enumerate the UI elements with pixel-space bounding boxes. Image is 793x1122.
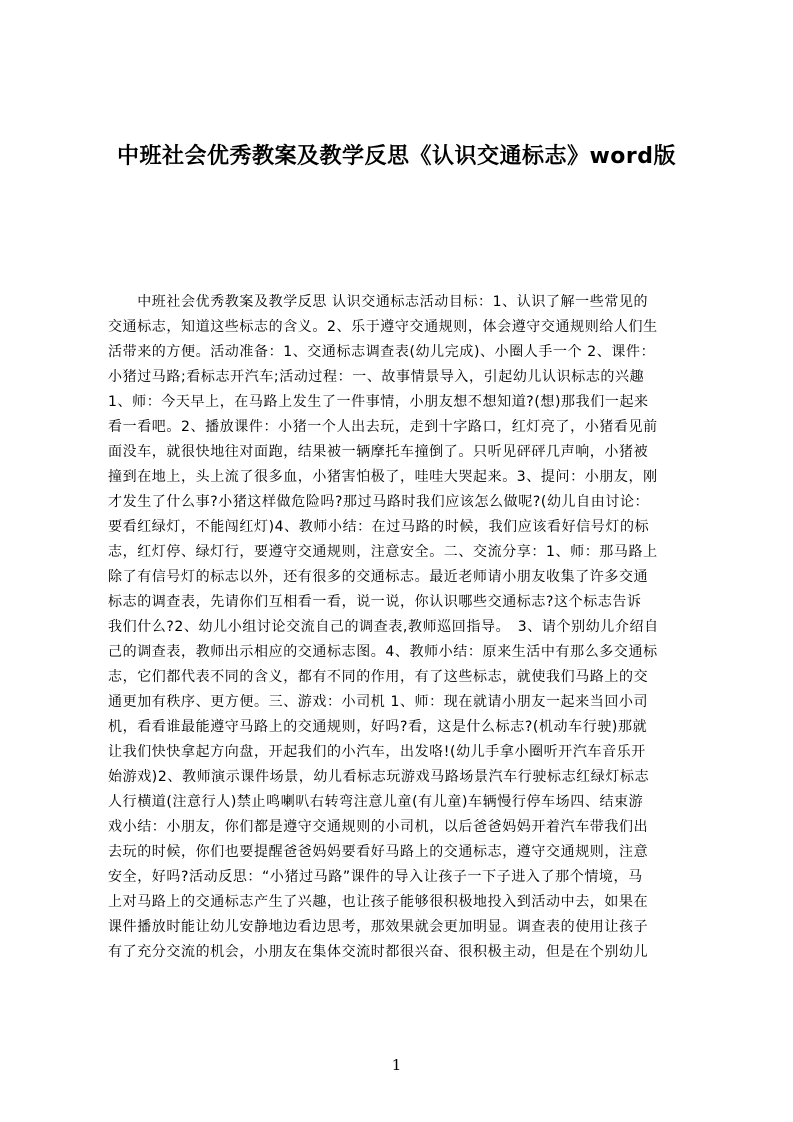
body-text-line: 人行横道(注意行人)禁止鸣喇叭右转弯注意儿童(有儿童)车辆慢行停车场四、结束游 <box>108 794 644 810</box>
body-text-line: 撞到在地上，头上流了很多血，小猪害怕极了，哇哇大哭起来。3、提问：小朋友，刚 <box>108 469 658 485</box>
document-body <box>108 290 698 965</box>
body-text-line: 上对马路上的交通标志产生了兴趣，也让孩子能够很积极地投入到活动中去，如果在 <box>108 894 649 910</box>
body-text-line: 小猪过马路;看标志开汽车;活动过程：一、故事情景导入，引起幼儿认识标志的兴趣 <box>108 369 645 385</box>
body-text-line: 戏小结：小朋友，你们都是遵守交通规则的小司机，以后爸爸妈妈开着汽车带我们出 <box>108 819 649 835</box>
body-text-line: 去玩的时候，你们也要提醒爸爸妈妈要看好马路上的交通标志，遵守交通规则，注意 <box>108 844 649 860</box>
body-text-line: 己的调查表，教师出示相应的交通标志图。4、教师小结：原来生活中有那么多交通标 <box>108 644 658 660</box>
body-text-line: 1、师：今天早上，在马路上发生了一件事情，小朋友想不想知道?(想)那我们一起来 <box>108 394 649 410</box>
body-text-line: 让我们快快拿起方向盘，开起我们的小汽车，出发咯!(幼儿手拿小圈听开汽车音乐开 <box>108 744 646 760</box>
body-text-line: 有了充分交流的机会，小朋友在集体交流时都很兴奋、很积极主动，但是在个别幼儿 <box>108 944 649 960</box>
body-text-line: 除了有信号灯的标志以外，还有很多的交通标志。最近老师请小朋友收集了许多交通 <box>108 569 649 585</box>
body-text-line: 交通标志，知道这些标志的含义。2、乐于遵守交通规则，体会遵守交通规则给人们生 <box>108 319 658 335</box>
body-text-line: 我们什么?2、幼儿小组讨论交流自己的调查表,教师巡回指导。 3、请个别幼儿介绍自 <box>108 619 659 635</box>
body-text-line: 机，看看谁最能遵守马路上的交通规则，好吗?看，这是什么标志?(机动车行驶)那就 <box>108 719 648 735</box>
body-text-line: 标志的调查表，先请你们互相看一看，说一说，你认识哪些交通标志?这个标志告诉 <box>108 594 642 610</box>
body-text-line: 课件播放时能让幼儿安静地边看边思考，那效果就会更加明显。调查表的使用让孩子 <box>108 919 649 935</box>
body-text-line: 才发生了什么事?小猪这样做危险吗?那过马路时我们应该怎么做呢?(幼儿自由讨论： <box>108 494 650 510</box>
body-text-line: 志，它们都代表不同的含义，都有不同的作用，有了这些标志，就使我们马路上的交 <box>108 669 649 685</box>
body-text-line: 志，红灯停、绿灯行，要遵守交通规则，注意安全。二、交流分享：1、师：那马路上 <box>108 544 658 560</box>
body-text-line: 通更加有秩序、更方便。三、游戏：小司机 1、师：现在就请小朋友一起来当回小司 <box>108 694 649 710</box>
body-text-line: 要看红绿灯，不能闯红灯)4、教师小结：在过马路的时候，我们应该看好信号灯的标 <box>108 519 650 535</box>
body-text-line: 看一看吧。2、播放课件：小猪一个人出去玩，走到十字路口，红灯亮了，小猪看见前 <box>108 419 658 435</box>
page-number: 1 <box>391 1056 402 1074</box>
body-text-line: 中班社会优秀教案及教学反思 认识交通标志活动目标：1、认识了解一些常见的 <box>108 294 649 310</box>
document-title: 中班社会优秀教案及教学反思《认识交通标志》word版 <box>116 144 677 169</box>
body-text-line: 面没车，就很快地往对面跑，结果被一辆摩托车撞倒了。只听见砰砰几声响，小猪被 <box>108 444 649 460</box>
body-text-line: 安全，好吗?活动反思：“小猪过马路”课件的导入让孩子一下子进入了那个情境，马 <box>108 869 643 885</box>
body-text-line: 活带来的方便。活动准备：1、交通标志调查表(幼儿完成)、小圈人手一个 2、课件： <box>108 344 656 360</box>
body-text-line: 始游戏)2、教师演示课件场景，幼儿看标志玩游戏马路场景汽车行驶标志红绿灯标志 <box>108 769 650 785</box>
